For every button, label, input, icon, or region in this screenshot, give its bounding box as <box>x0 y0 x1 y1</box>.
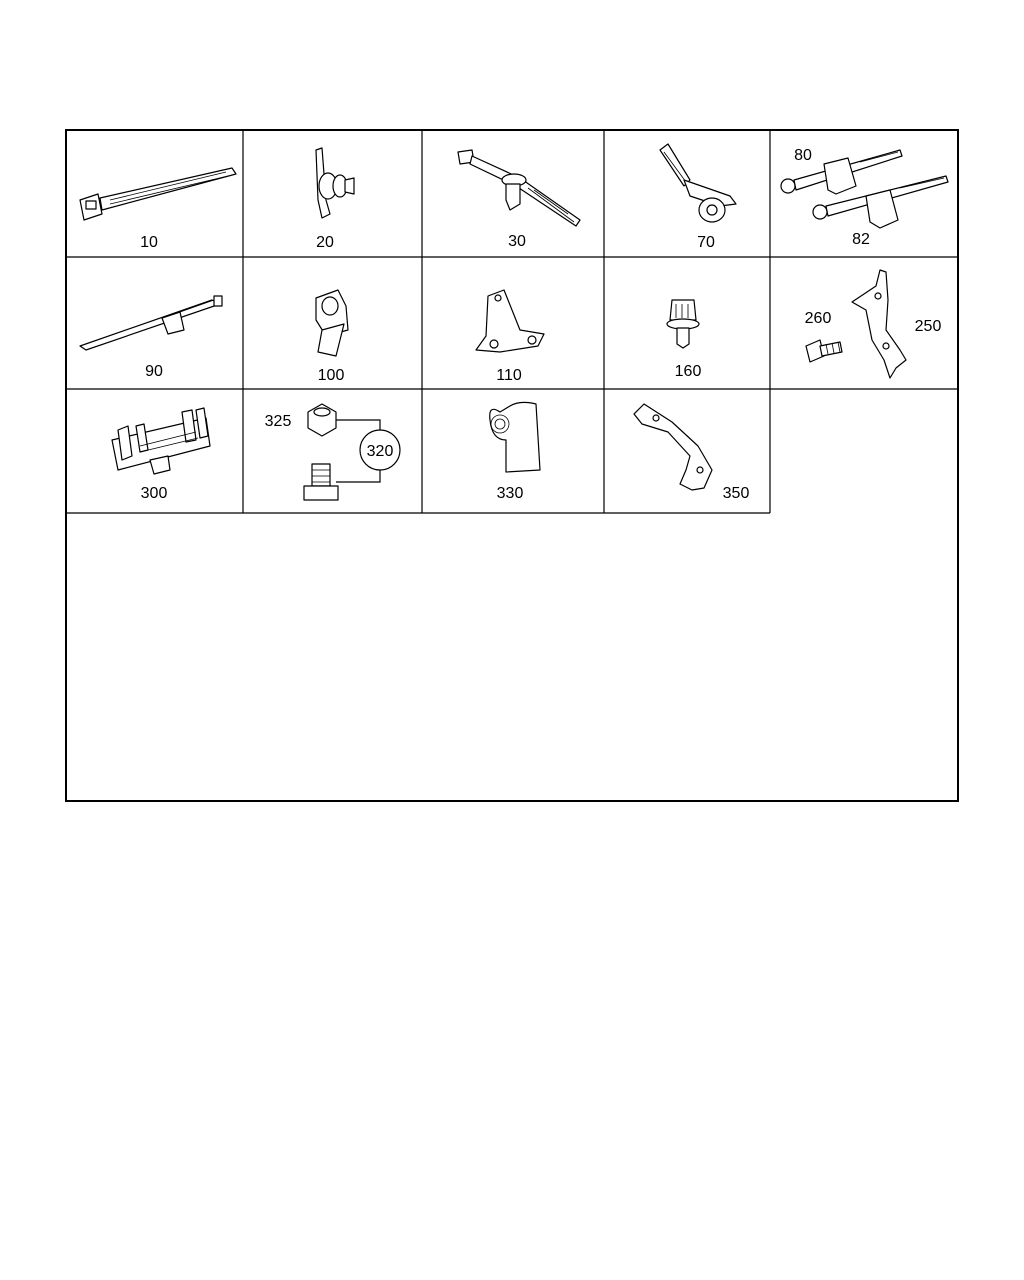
part-label-330: 330 <box>496 485 524 502</box>
part-label-110: 110 <box>496 367 522 384</box>
bolt-320-icon <box>304 464 338 500</box>
bracket-250-icon <box>852 270 906 378</box>
part-label-82: 82 <box>852 231 870 248</box>
nut-325-icon <box>308 404 336 436</box>
bracket-350-icon <box>634 404 712 490</box>
part-label-250: 250 <box>914 318 942 335</box>
push-rivet-icon <box>667 300 699 348</box>
part-label-30: 30 <box>508 233 526 250</box>
part-label-260: 260 <box>804 310 832 327</box>
part-label-300: 300 <box>140 485 168 502</box>
part-label-70: 70 <box>697 234 715 251</box>
part-label-160: 160 <box>674 363 702 380</box>
part-label-90: 90 <box>145 363 163 380</box>
part-label-100: 100 <box>317 367 345 384</box>
edge-clip-icon <box>660 144 736 222</box>
part-label-20: 20 <box>316 234 334 251</box>
cable-tie-anchor-icon <box>458 150 580 226</box>
part-label-10: 10 <box>140 234 158 251</box>
part-label-320: 320 <box>366 443 394 460</box>
bracket-clip-icon <box>316 290 348 356</box>
holder-clip-icon <box>112 408 210 474</box>
part-label-350: 350 <box>722 485 750 502</box>
tape-roll-icon <box>490 402 540 472</box>
part-label-80: 80 <box>794 147 812 164</box>
cable-tie-icon <box>80 168 236 220</box>
mounting-bracket-icon <box>476 290 544 352</box>
part-label-325: 325 <box>264 413 292 430</box>
long-tie-clip-icon <box>80 296 222 350</box>
push-clip-icon <box>316 148 354 218</box>
screw-260-icon <box>806 340 842 362</box>
